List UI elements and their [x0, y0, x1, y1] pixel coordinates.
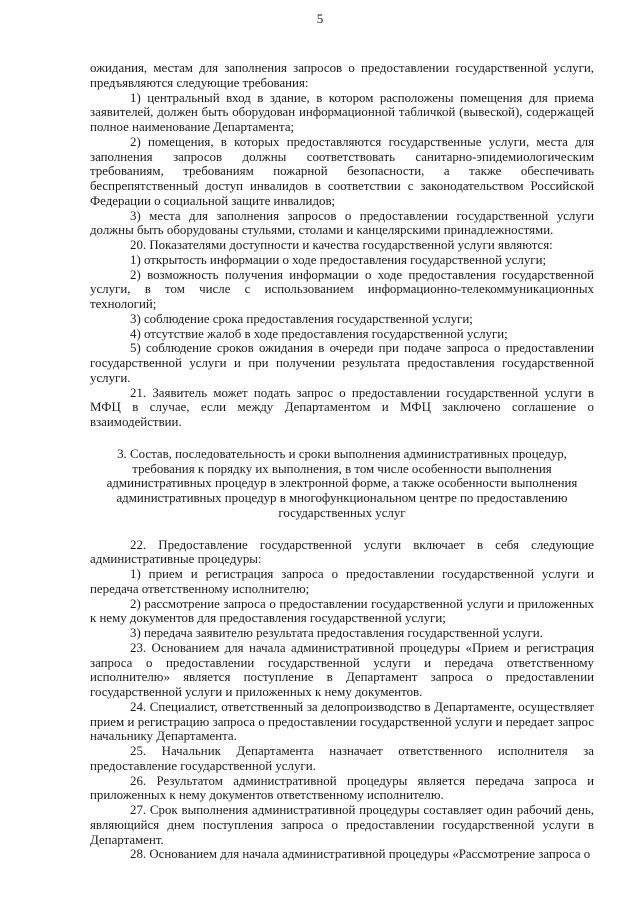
- paragraph-clause-24: 24. Специалист, ответственный за делопроизводство в Департаменте, осуществляет прием и регистрацию запроса о предоставлении государственной услуги и передает запрос начальнику Департамента.: [90, 699, 594, 744]
- paragraph-item: 3) соблюдение срока предоставления государственной услуги;: [130, 311, 473, 326]
- document-body: [90, 61, 594, 862]
- paragraph-item: 5) соблюдение сроков ожидания в очереди при подаче запроса о предоставлении государственной услуги и при получении результата предоставления государственной услуги.: [90, 341, 594, 385]
- paragraph-item: 1) открытость информации о ходе предоставления государственной услуги;: [130, 252, 547, 267]
- paragraph-item: 2) рассмотрение запроса о предоставлении государственной услуги и приложенных к нему документов для предоставления государственной услуги;: [90, 596, 594, 626]
- paragraph-clause-26: 26. Результатом административной процедуры является передача запроса и приложенных к нему документов ответственному исполнителю.: [90, 773, 594, 803]
- paragraph-clause-20: 20. Показателями доступности и качества государственной услуги являются:: [130, 238, 553, 252]
- paragraph-clause-28: 28. Основанием для начала административной процедуры «Рассмотрение запроса о: [130, 847, 591, 862]
- paragraph-clause-22: 22. Предоставление государственной услуги включает в себя следующие административные процедуры:: [90, 537, 594, 567]
- section-heading: 3. Состав, последовательность и сроки выполнения административных процедур, требования к порядку их выполнения, в том числе особенности выполнения административных процедур в электронной форме, а также особенности выполнения административных процедур в многофункциональном центре по предоставлению государственных услуг: [106, 446, 578, 520]
- paragraph-clause-23: 23. Основанием для начала административной процедуры «Прием и регистрация запроса о предоставлении государственной услуги и передача ответственному исполнителю» является поступление в Департамент запроса о предоставлении государственной услуги и приложенных к нему документов.: [90, 640, 594, 699]
- paragraph-item: 3) места для заполнения запросов о предоставлении государственной услуги должны быть оборудованы стульями, столами и канцелярскими принадлежностями.: [90, 208, 594, 238]
- paragraph-item: 2) возможность получения информации о ходе предоставления государственной услуги, в том числе с использованием информационно-телекоммуникационных технологий;: [90, 267, 594, 311]
- paragraph-clause-21: 21. Заявитель может подать запрос о предоставлении государственной услуги в МФЦ в случае, если между Департаментом и МФЦ заключено соглашение о взаимодействии.: [90, 385, 594, 429]
- paragraph-clause-27: 27. Срок выполнения административной процедуры составляет один рабочий день, являющийся днем поступления запроса о предоставлении государственной услуги в Департамент.: [90, 803, 594, 847]
- paragraph-item: 1) центральный вход в здание, в котором расположены помещения для приема заявителей, должен быть оборудован информационной табличкой (вывеской), содержащей полное наименование Департамента;: [90, 90, 594, 134]
- paragraph-continuation: ожидания, местам для заполнения запросов о предоставлении государственной услуги, предъявляются следующие требования:: [90, 61, 594, 90]
- paragraph-item: 1) прием и регистрация запроса о предоставлении государственной услуги и передача ответственному исполнителю;: [90, 567, 594, 596]
- paragraph-item: 2) помещения, в которых предоставляются государственные услуги, места для заполнения запросов должны соответствовать санитарно-эпидемиологическим требованиям, требованиям пожарной безопасности, а также обеспечивать беспрепятственный доступ инвалидов в соответствии с законодательством Российской Федерации о социальной защите инвалидов;: [90, 134, 594, 208]
- page-number: 5: [316, 11, 324, 26]
- paragraph-item: 4) отсутствие жалоб в ходе предоставления государственной услуги;: [130, 326, 508, 341]
- paragraph-clause-25: 25. Начальник Департамента назначает ответственного исполнителя за предоставление государственной услуги.: [90, 744, 594, 773]
- paragraph-item: 3) передача заявителю результата предоставления государственной услуги.: [130, 626, 543, 640]
